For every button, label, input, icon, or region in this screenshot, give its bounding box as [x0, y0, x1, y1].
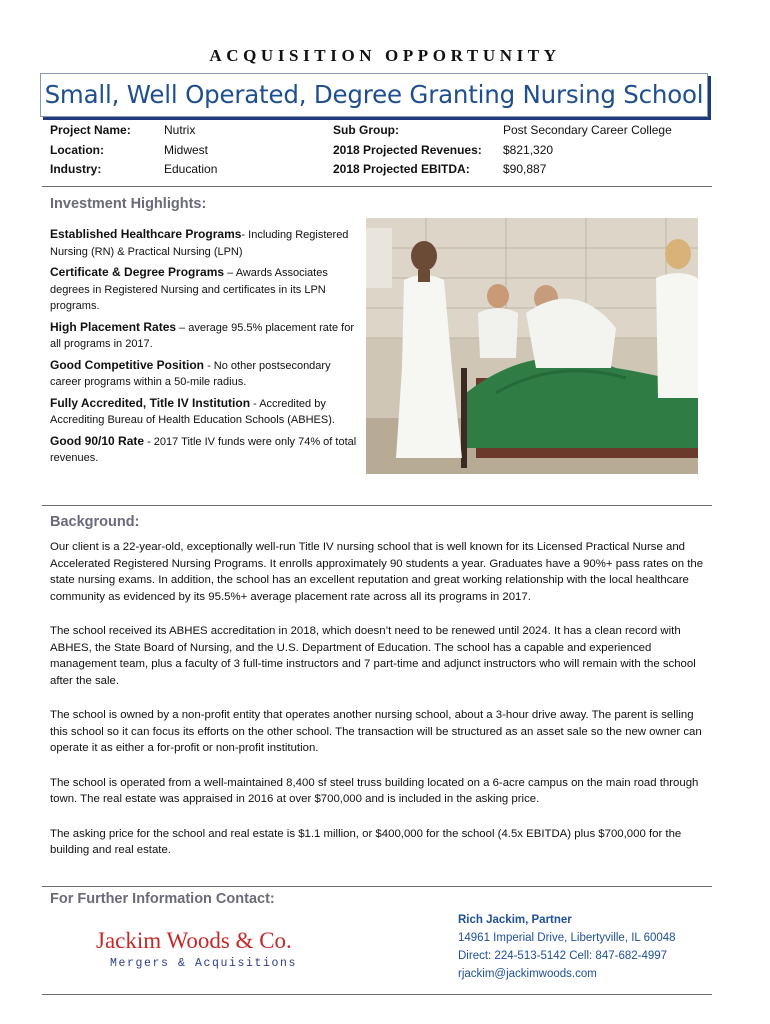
- highlights-heading: Investment Highlights:: [50, 196, 207, 212]
- background-paragraph: Our client is a 22-year-old, exceptionally well-run Title IV nursing school that is well known for its Licensed Practical Nurse and Accelerated Registered Nursing Programs. It enrolls approximately 90 students a year. Graduates have a 90%+ pass rates on the state nursing exams. In addition, the school has an excellent reputation and great working relationship with the local healthcare community as evidenced by its 95.5%+ average placement rate across all its programs in 2017.: [50, 541, 704, 603]
- highlight-title: Fully Accredited, Title IV Institution: [50, 395, 251, 410]
- divider: [42, 994, 712, 995]
- background-heading: Background:: [50, 514, 140, 530]
- industry-value: Education: [164, 162, 218, 176]
- highlight-text: - No other postsecondary career programs within a 50-mile radius.: [50, 359, 331, 388]
- highlight-title: Good Competitive Position: [50, 357, 205, 372]
- location-value: Midwest: [164, 142, 209, 157]
- divider: [42, 886, 712, 887]
- contact-details: [458, 911, 676, 983]
- location-label: Location:: [50, 142, 104, 157]
- sub-group-value: Post Secondary Career College: [503, 123, 672, 137]
- highlight-item: [50, 433, 358, 467]
- highlights-list: [50, 226, 358, 471]
- highlight-title: High Placement Rates: [50, 319, 177, 334]
- background-text: [50, 539, 710, 877]
- project-name-label: Project Name:: [50, 123, 131, 137]
- firm-logo: Jackim Woods & Co.: [96, 928, 292, 953]
- background-paragraph: The school is owned by a non-profit entity that operates another nursing school, about a 3-hour drive away. The parent is selling this school so it can focus its efforts on the other school. The transaction will be structured as an asset sale so the new owner can operate it as either a for-profit or non-profit institution.: [50, 709, 702, 754]
- highlight-item: [50, 395, 358, 429]
- title-box: [40, 73, 708, 117]
- contact-address: 14961 Imperial Drive, Libertyville, IL 60048: [458, 932, 676, 944]
- revenues-label: 2018 Projected Revenues:: [333, 142, 482, 157]
- highlight-item: [50, 264, 358, 315]
- highlight-title: Established Healthcare Programs: [50, 227, 242, 241]
- background-paragraph: The school received its ABHES accreditation in 2018, which doesn’t need to be renewed until 2024. It has a clean record with ABHES, the State Board of Nursing, and the U.S. Department of Education. The school has a capable and experienced management team, plus a faculty of 3 full-time instructors and 7 part-time and adjunct instructors who will remain with the school after the sale.: [50, 625, 696, 687]
- ebitda-value: $90,887: [503, 162, 547, 176]
- contact-phones: Direct: 224-513-5142 Cell: 847-682-4997: [458, 950, 668, 962]
- contact-heading: For Further Information Contact:: [50, 891, 275, 907]
- sub-group-label: Sub Group:: [333, 123, 399, 137]
- contact-name: Rich Jackim, Partner: [458, 914, 572, 926]
- highlight-text: - 2017 Title IV funds were only 74% of total revenues.: [50, 435, 357, 464]
- summary-left-values: [164, 121, 217, 180]
- revenues-value: $821,320: [503, 142, 554, 157]
- background-paragraph: The school is operated from a well-maintained 8,400 sf steel truss building located on a 6-acre campus on the main road through town. The real estate was appraised in 2016 at over $700,000 and is included in the asking price.: [50, 776, 699, 805]
- summary-left-labels: [50, 121, 131, 180]
- summary-right-values: [503, 121, 672, 180]
- nursing-students-photo: [366, 218, 698, 474]
- summary-right-labels: [333, 121, 482, 180]
- ebitda-label: 2018 Projected EBITDA:: [333, 162, 470, 176]
- highlight-item: [50, 226, 358, 260]
- highlight-title: Good 90/10 Rate: [50, 433, 145, 448]
- highlight-title: Certificate & Degree Programs: [50, 265, 225, 279]
- highlight-text: - Accredited by Accrediting Bureau of Health Education Schools (ABHES).: [50, 397, 335, 426]
- highlight-text: – Awards Associates degrees in Registered Nursing and certificates in its LPN programs.: [50, 267, 328, 312]
- divider: [42, 505, 712, 506]
- industry-label: Industry:: [50, 162, 102, 176]
- highlight-item: [50, 357, 358, 391]
- kicker-heading: ACQUISITION OPPORTUNITY: [209, 46, 561, 65]
- highlight-text: - Including Registered Nursing (RN) & Practical Nursing (LPN): [50, 229, 349, 258]
- document-title: Small, Well Operated, Degree Granting Nursing School: [44, 80, 704, 109]
- divider: [42, 186, 712, 187]
- project-name-value: Nutrix: [164, 123, 196, 137]
- contact-email[interactable]: rjackim@jackimwoods.com: [458, 968, 597, 980]
- highlight-text: – average 95.5% placement rate for all programs in 2017.: [50, 321, 354, 350]
- firm-tagline: Mergers & Acquisitions: [110, 957, 298, 970]
- highlight-item: [50, 319, 358, 353]
- background-paragraph: The asking price for the school and real estate is $1.1 million, or $400,000 for the school (4.5x EBITDA) plus $700,000 for the building and real estate.: [50, 827, 682, 856]
